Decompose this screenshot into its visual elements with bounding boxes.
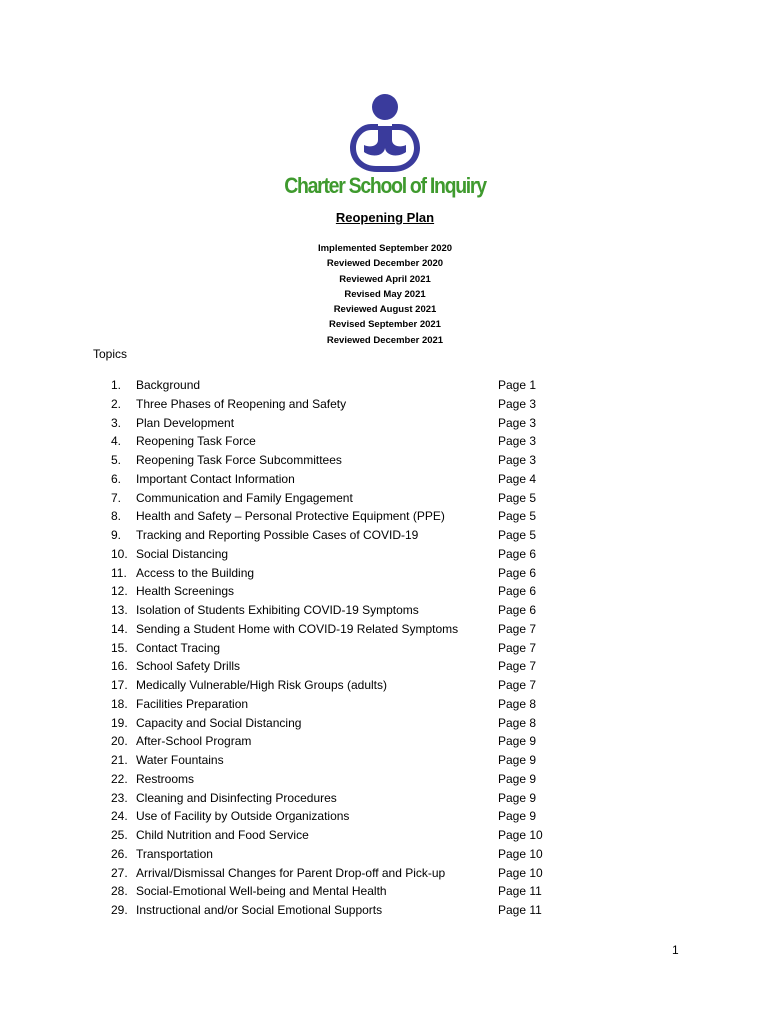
revision-history bbox=[0, 241, 770, 348]
toc-item-page: Page 7 bbox=[498, 678, 537, 692]
toc-item-page: Page 11 bbox=[498, 884, 542, 899]
brand-name: Charter School of Inquiry bbox=[284, 174, 486, 199]
toc-item bbox=[0, 789, 770, 808]
toc-item-page: Page 9 bbox=[498, 771, 537, 786]
toc-item-number: 14. bbox=[111, 621, 128, 636]
toc-item-page: Page 7 bbox=[498, 659, 537, 674]
toc-item-number: 19. bbox=[111, 715, 128, 730]
toc-item-number: 3. bbox=[111, 415, 122, 430]
toc-item-page: Page 6 bbox=[498, 546, 537, 561]
table-of-contents bbox=[0, 376, 770, 920]
toc-item-label: Use of Facility by Outside Organizations bbox=[136, 809, 350, 824]
toc-item bbox=[0, 620, 770, 639]
toc-item bbox=[0, 901, 770, 920]
toc-item-number: 29. bbox=[111, 903, 128, 917]
toc-item bbox=[0, 376, 770, 395]
toc-item bbox=[0, 807, 770, 826]
toc-item-number: 24. bbox=[111, 809, 128, 824]
toc-item-label: Important Contact Information bbox=[136, 471, 295, 486]
toc-item bbox=[0, 451, 770, 470]
toc-item-page: Page 9 bbox=[498, 809, 537, 824]
toc-item-label: Three Phases of Reopening and Safety bbox=[136, 396, 347, 411]
page-number: 1 bbox=[672, 943, 679, 957]
toc-item-number: 11. bbox=[111, 565, 127, 580]
toc-item-number: 15. bbox=[111, 640, 128, 655]
toc-item-number: 16. bbox=[111, 659, 128, 674]
toc-item-page: Page 11 bbox=[498, 903, 542, 917]
toc-item-page: Page 9 bbox=[498, 753, 537, 767]
toc-item-label: Restrooms bbox=[136, 771, 195, 786]
toc-item-page: Page 10 bbox=[498, 828, 543, 842]
toc-item-label: Tracking and Reporting Possible Cases of COVID-19 bbox=[136, 528, 419, 542]
toc-item-number: 28. bbox=[111, 884, 128, 899]
toc-item-label: Isolation of Students Exhibiting COVID-19 Symptoms bbox=[136, 603, 419, 617]
revision-line: Implemented September 2020 bbox=[317, 243, 453, 254]
toc-item bbox=[0, 864, 770, 883]
toc-item bbox=[0, 639, 770, 658]
toc-item-label: Social Distancing bbox=[136, 546, 229, 561]
toc-item bbox=[0, 770, 770, 789]
toc-item-label: Communication and Family Engagement bbox=[136, 490, 353, 505]
toc-item-label: Instructional and/or Social Emotional Supports bbox=[136, 903, 383, 917]
toc-item bbox=[0, 714, 770, 733]
toc-item-page: Page 5 bbox=[498, 490, 537, 505]
toc-item-label: Facilities Preparation bbox=[136, 696, 249, 711]
toc-item-page: Page 6 bbox=[498, 565, 537, 580]
toc-item-page: Page 5 bbox=[498, 528, 537, 542]
toc-item-label: Reopening Task Force Subcommittees bbox=[136, 453, 342, 467]
toc-item bbox=[0, 582, 770, 601]
toc-item-label: Transportation bbox=[136, 846, 213, 861]
school-logo-icon bbox=[344, 90, 426, 174]
toc-item bbox=[0, 657, 770, 676]
toc-item bbox=[0, 845, 770, 864]
toc-item bbox=[0, 882, 770, 901]
toc-item-page: Page 6 bbox=[498, 603, 537, 617]
topics-heading: Topics bbox=[93, 347, 128, 361]
toc-item-number: 25. bbox=[111, 828, 128, 842]
toc-item-label: School Safety Drills bbox=[136, 659, 241, 674]
toc-item-number: 20. bbox=[111, 734, 128, 749]
toc-item-page: Page 10 bbox=[498, 865, 543, 880]
toc-item-page: Page 10 bbox=[498, 846, 543, 861]
toc-item bbox=[0, 826, 770, 845]
revision-line: Reviewed December 2021 bbox=[326, 334, 444, 346]
toc-item-label: Background bbox=[136, 378, 201, 392]
toc-item-number: 8. bbox=[111, 509, 122, 524]
toc-item-page: Page 9 bbox=[498, 790, 537, 805]
toc-item-number: 13. bbox=[111, 603, 128, 617]
toc-item-number: 17. bbox=[111, 678, 128, 692]
toc-item-label: Plan Development bbox=[136, 415, 235, 430]
toc-item-page: Page 9 bbox=[498, 734, 537, 749]
toc-item-page: Page 5 bbox=[498, 509, 537, 524]
toc-item bbox=[0, 395, 770, 414]
toc-item bbox=[0, 601, 770, 620]
toc-item-label: Health Screenings bbox=[136, 584, 235, 599]
toc-item-label: Social-Emotional Well-being and Mental Health bbox=[136, 884, 387, 899]
toc-item-label: After-School Program bbox=[136, 734, 252, 749]
revision-line: Revised September 2021 bbox=[329, 319, 441, 331]
toc-item-page: Page 3 bbox=[498, 434, 537, 449]
toc-item-number: 18. bbox=[111, 696, 128, 711]
revision-line: Reviewed April 2021 bbox=[339, 273, 431, 285]
toc-item-label: Access to the Building bbox=[136, 565, 255, 580]
toc-item-page: Page 7 bbox=[498, 621, 537, 636]
toc-item-page: Page 3 bbox=[498, 415, 537, 430]
toc-item bbox=[0, 470, 770, 489]
toc-item bbox=[0, 695, 770, 714]
toc-item-label: Arrival/Dismissal Changes for Parent Drop-off and Pick-up bbox=[136, 865, 446, 880]
toc-item-number: 5. bbox=[111, 453, 122, 467]
toc-item bbox=[0, 526, 770, 545]
toc-item-number: 9. bbox=[111, 528, 122, 542]
page-title: Reopening Plan bbox=[335, 210, 435, 225]
toc-item bbox=[0, 489, 770, 508]
toc-item bbox=[0, 732, 770, 751]
toc-item-number: 21. bbox=[111, 753, 128, 767]
toc-item bbox=[0, 676, 770, 695]
toc-item bbox=[0, 751, 770, 770]
toc-item-page: Page 4 bbox=[498, 471, 537, 486]
toc-item-number: 12. bbox=[111, 584, 128, 599]
toc-item-label: Water Fountains bbox=[136, 753, 224, 767]
toc-item bbox=[0, 414, 770, 433]
toc-item-number: 22. bbox=[111, 771, 128, 786]
toc-item bbox=[0, 432, 770, 451]
toc-item-number: 7. bbox=[111, 490, 122, 505]
toc-item bbox=[0, 545, 770, 564]
toc-item-number: 23. bbox=[111, 790, 128, 805]
toc-item-label: Cleaning and Disinfecting Procedures bbox=[136, 790, 337, 805]
toc-item-page: Page 6 bbox=[498, 584, 537, 599]
toc-item-number: 6. bbox=[111, 471, 122, 486]
revision-line: Revised May 2021 bbox=[344, 288, 426, 300]
toc-item bbox=[0, 564, 770, 583]
toc-item-page: Page 7 bbox=[498, 640, 537, 655]
toc-item-page: Page 8 bbox=[498, 715, 537, 730]
toc-item-label: Reopening Task Force bbox=[136, 434, 256, 449]
toc-item-number: 1. bbox=[111, 378, 122, 392]
revision-line: Reviewed December 2020 bbox=[326, 258, 444, 270]
toc-item-page: Page 3 bbox=[498, 453, 537, 467]
toc-item-number: 27. bbox=[111, 865, 128, 880]
toc-item-label: Capacity and Social Distancing bbox=[136, 715, 302, 730]
toc-item-label: Health and Safety – Personal Protective Equipment (PPE) bbox=[136, 509, 445, 524]
toc-item-number: 2. bbox=[111, 396, 122, 411]
toc-item bbox=[0, 507, 770, 526]
toc-item-number: 26. bbox=[111, 846, 128, 861]
toc-item-label: Medically Vulnerable/High Risk Groups (adults) bbox=[136, 678, 387, 692]
toc-item-label: Child Nutrition and Food Service bbox=[136, 828, 309, 842]
toc-item-number: 10. bbox=[111, 546, 128, 561]
revision-line: Reviewed August 2021 bbox=[333, 304, 437, 316]
toc-item-page: Page 8 bbox=[498, 696, 537, 711]
toc-item-page: Page 1 bbox=[498, 378, 537, 392]
toc-item-label: Sending a Student Home with COVID-19 Related Symptoms bbox=[136, 621, 459, 636]
toc-item-page: Page 3 bbox=[498, 396, 537, 411]
toc-item-label: Contact Tracing bbox=[136, 640, 221, 655]
toc-item-number: 4. bbox=[111, 434, 122, 449]
